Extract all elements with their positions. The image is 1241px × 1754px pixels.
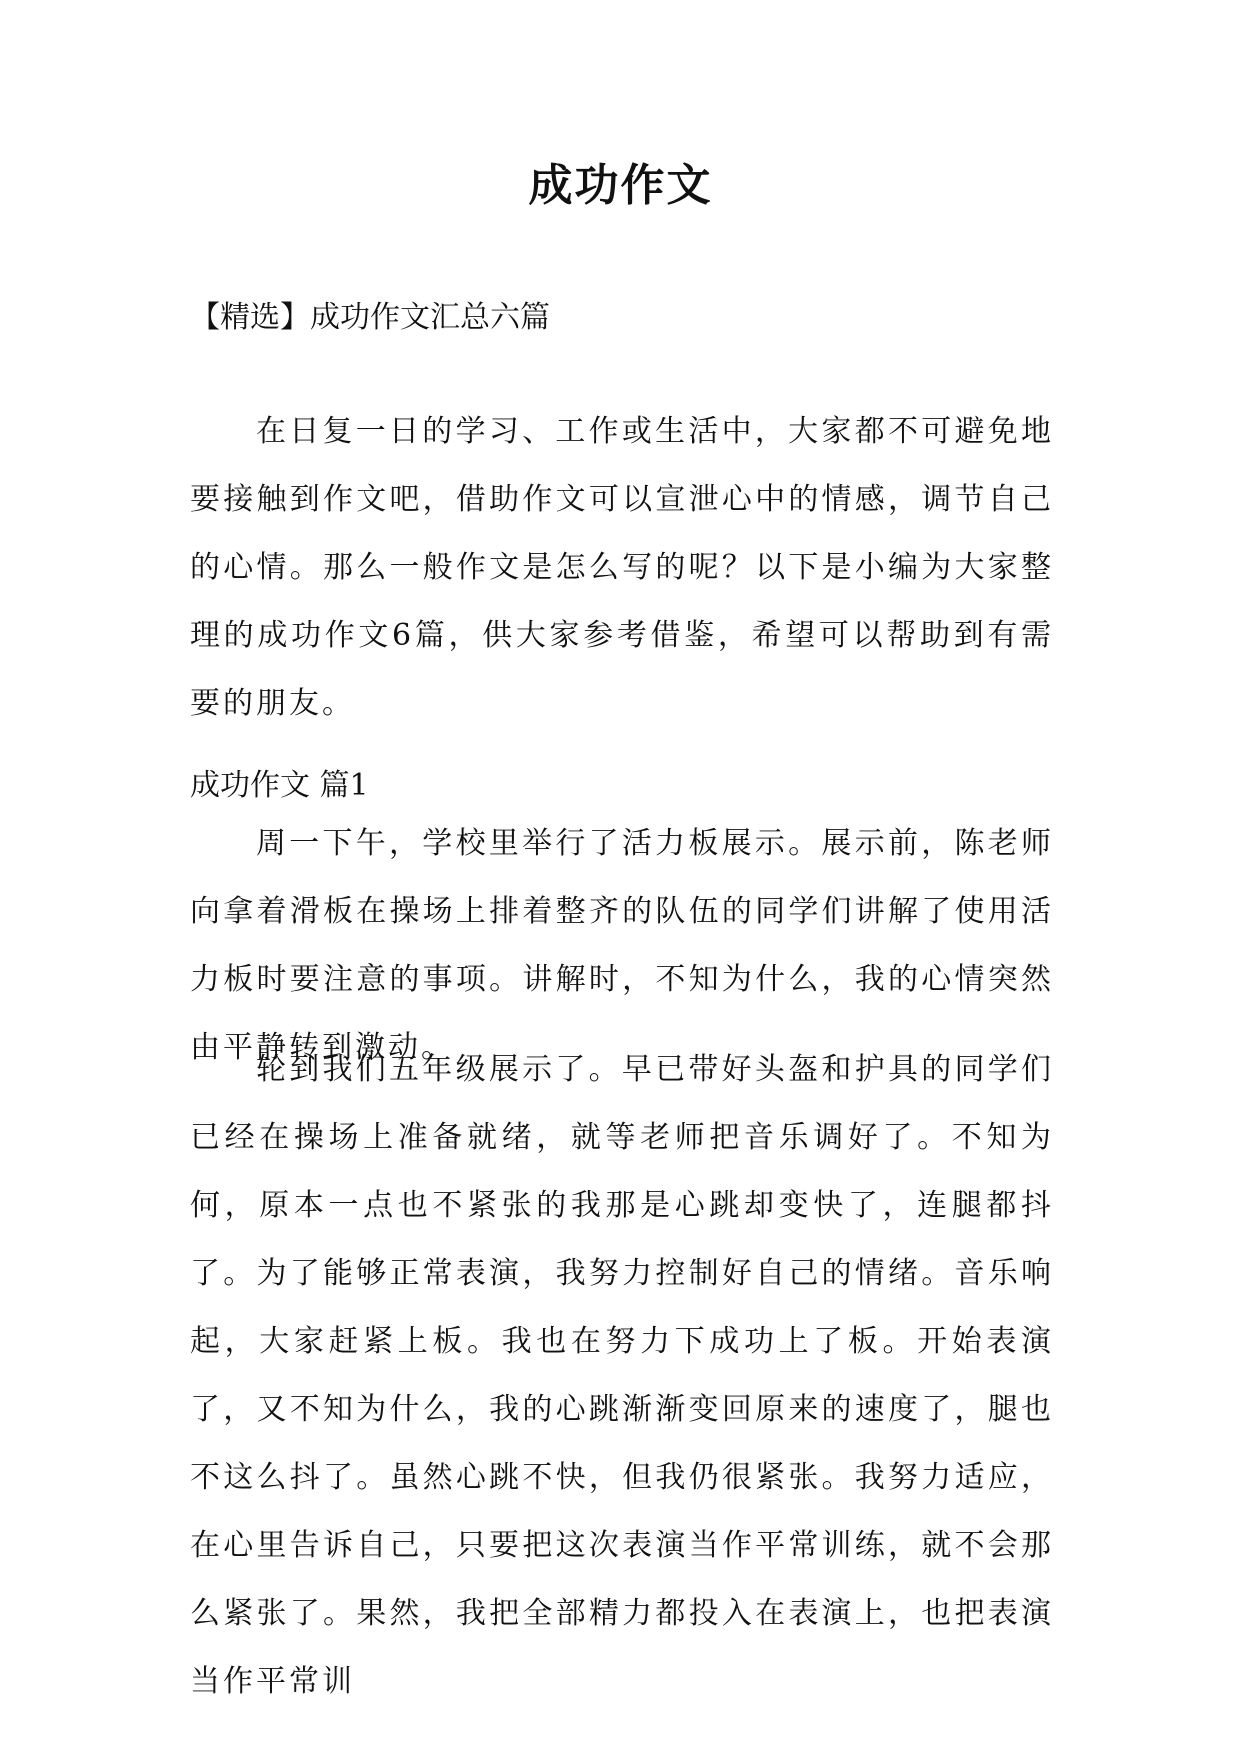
body-paragraph: 轮到我们五年级展示了。早已带好头盔和护具的同学们已经在操场上准备就绪，就等老师把音乐调好了。不知为何，原本一点也不紧张的我那是心跳却变快了，连腿都抖了。为了能够正常表演，我努力控制好自己的情绪。音乐响起，大家赶紧上板。我也在努力下成功上了板。开始表演了，又不知为什么，我的心跳渐渐变回原来的速度了，腿也不这么抖了。虽然心跳不快，但我仍很紧张。我努力适应，在心里告诉自己，只要把这次表演当作平常训练，就不会那么紧张了。果然，我把全部精力都投入在表演上，也把表演当作平常训 (190, 1052, 1054, 1699)
intro-paragraph: 在日复一日的学习、工作或生活中，大家都不可避免地要接触到作文吧，借助作文可以宣泄心中的情感，调节自己的心情。那么一般作文是怎么写的呢？以下是小编为大家整理的成功作文6篇，供大家参考借鉴，希望可以帮助到有需要的朋友。 (190, 414, 1054, 721)
document-subtitle: 【精选】成功作文汇总六篇 (190, 300, 550, 335)
section-heading: 成功作文 篇1 (190, 768, 369, 803)
document-title: 成功作文 (528, 160, 713, 211)
body-paragraph: 周一下午，学校里举行了活力板展示。展示前，陈老师向拿着滑板在操场上排着整齐的队伍的同学们讲解了使用活力板时要注意的事项。讲解时，不知为什么，我的心情突然由平静转到激动。 (190, 826, 1054, 1065)
